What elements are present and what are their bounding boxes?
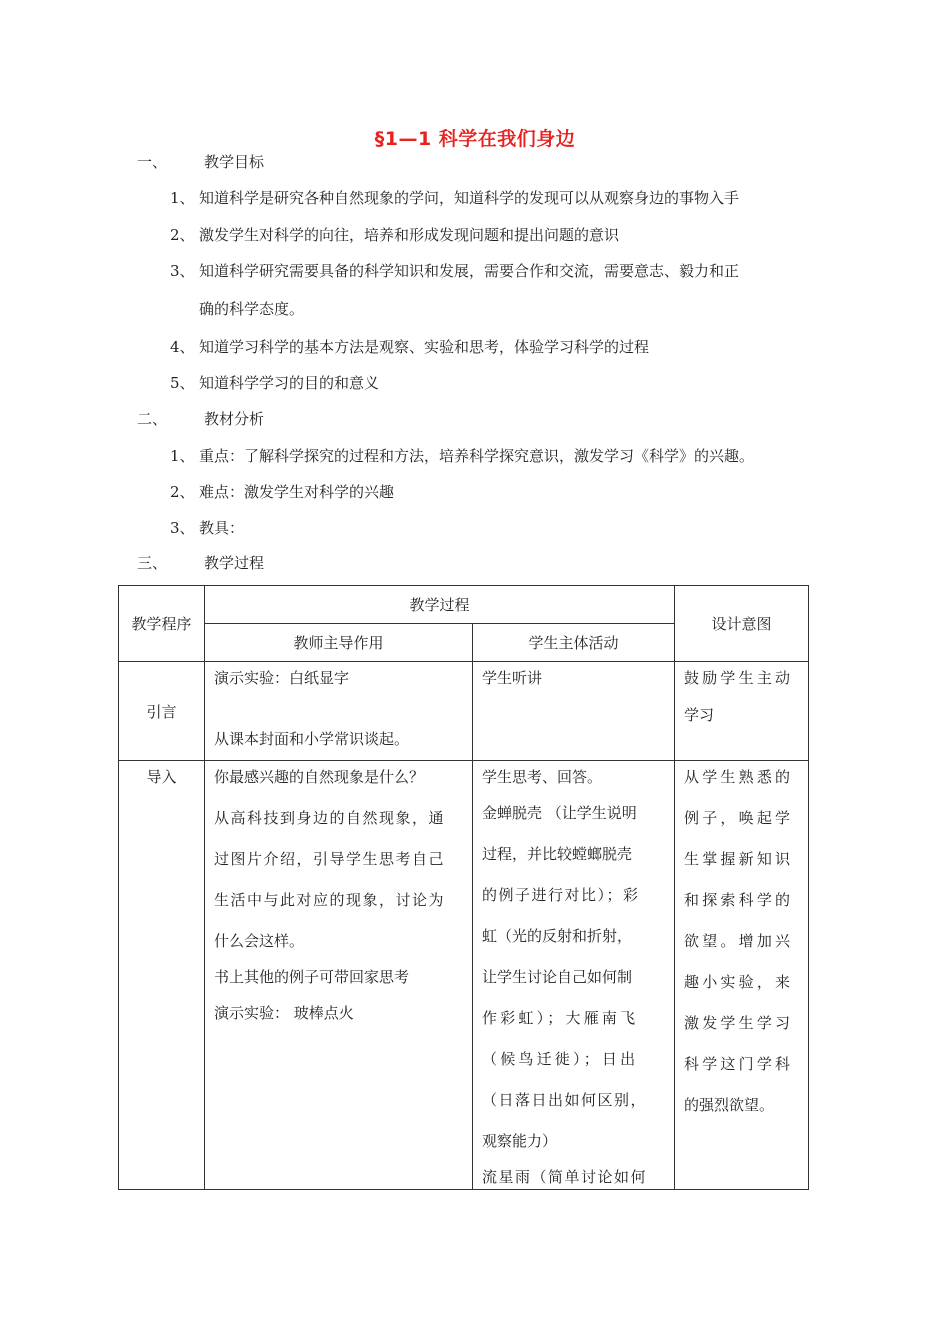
intro-intent-cell	[675, 662, 809, 761]
lead-in-intent-line: 例子，唤起学	[684, 809, 794, 827]
objective-2-number: 2、	[170, 226, 195, 244]
lead-in-intent-line: 科学这门学科	[684, 1055, 794, 1073]
header-student: 学生主体活动	[473, 624, 675, 662]
intro-teacher-line: 从课本封面和小学常识谈起。	[214, 730, 410, 748]
objective-1-number: 1、	[170, 189, 195, 207]
lead-in-student-line: （日落日出如何区别，	[482, 1091, 648, 1109]
analysis-2-text: 难点：激发学生对科学的兴趣	[199, 483, 395, 501]
section-3-heading: 教学过程	[204, 554, 265, 572]
lead-in-teacher-line: 书上其他的例子可带回家思考	[214, 968, 410, 986]
teaching-process-table	[118, 585, 809, 1190]
intro-student-line: 学生听讲	[482, 669, 543, 687]
objective-5-text: 知道科学学习的目的和意义	[199, 374, 380, 392]
header-teacher: 教师主导作用	[205, 624, 473, 662]
lead-in-student-line: 过程，并比较螳螂脱壳	[482, 845, 633, 863]
lead-in-teacher-line: 过图片介绍，引导学生思考自己	[214, 850, 446, 868]
stage-lead-in-cell	[119, 761, 205, 1190]
lead-in-student-line: 学生思考、回答。	[482, 768, 603, 786]
lead-in-student-line: 流星雨（简单讨论如何	[482, 1168, 648, 1186]
objective-4-number: 4、	[170, 338, 195, 356]
lead-in-student-cell	[473, 761, 675, 1190]
analysis-2-number: 2、	[170, 483, 195, 501]
objective-4-text: 知道学习科学的基本方法是观察、实验和思考，体验学习科学的过程	[199, 338, 650, 356]
intro-teacher-cell	[205, 662, 473, 761]
analysis-3-text: 教具：	[199, 519, 245, 537]
objective-1-text: 知道科学是研究各种自然现象的学问，知道科学的发现可以从观察身边的事物入手	[199, 189, 740, 207]
lead-in-teacher-line: 演示实验： 玻棒点火	[214, 1004, 354, 1022]
section-3-number: 三、	[137, 554, 168, 572]
lead-in-teacher-cell	[205, 761, 473, 1190]
lead-in-intent-line: 激发学生学习	[684, 1014, 794, 1032]
lead-in-student-line: （候鸟迁徙）；日出	[482, 1050, 639, 1068]
objective-3-text: 知道科学研究需要具备的科学知识和发展，需要合作和交流，需要意志、毅力和正	[199, 262, 740, 280]
section-1-number: 一、	[137, 153, 168, 171]
stage-lead-in: 导入	[146, 768, 177, 786]
lead-in-teacher-line: 从高科技到身边的自然现象，通	[214, 809, 446, 827]
lead-in-intent-line: 欲望。增加兴	[684, 932, 794, 950]
section-2-number: 二、	[137, 410, 168, 428]
intro-teacher-line: 演示实验：白纸显字	[214, 669, 350, 687]
analysis-1-text: 重点：了解科学探究的过程和方法，培养科学探究意识，激发学习《科学》的兴趣。	[199, 447, 755, 465]
lead-in-intent-cell	[675, 761, 809, 1190]
section-2-heading: 教材分析	[204, 410, 265, 428]
intro-intent-line: 学习	[684, 706, 715, 724]
table-row	[119, 761, 809, 1190]
intro-student-cell	[473, 662, 675, 761]
lead-in-student-line: 金蝉脱壳 （让学生说明	[482, 804, 637, 822]
lead-in-intent-line: 和探索科学的	[684, 891, 794, 909]
lead-in-teacher-line: 什么会这样。	[214, 932, 305, 950]
objective-3-text-cont: 确的科学态度。	[199, 300, 305, 318]
lead-in-intent-line: 的强烈欲望。	[684, 1096, 775, 1114]
analysis-1-number: 1、	[170, 447, 195, 465]
page-title: §1—1 科学在我们身边	[374, 128, 576, 150]
lead-in-teacher-line: 生活中与此对应的现象，讨论为	[214, 891, 446, 909]
analysis-3-number: 3、	[170, 519, 195, 537]
lead-in-intent-line: 趣小实验，来	[684, 973, 794, 991]
lead-in-intent-line: 生掌握新知识	[684, 850, 794, 868]
header-process: 教学过程	[205, 586, 675, 624]
section-1-heading: 教学目标	[204, 153, 265, 171]
lead-in-student-line: 观察能力）	[482, 1132, 558, 1150]
lead-in-student-line: 的例子进行对比）；彩	[482, 886, 640, 904]
intro-intent-line: 鼓励学生主动	[684, 669, 794, 687]
header-procedure: 教学程序	[119, 586, 205, 662]
lead-in-student-line: 虹（光的反射和折射，	[482, 927, 633, 945]
stage-intro: 引言	[119, 662, 205, 761]
header-intent: 设计意图	[675, 586, 809, 662]
lead-in-student-line: 作彩虹）；大雁南飞	[482, 1009, 639, 1027]
objective-2-text: 激发学生对科学的向往，培养和形成发现问题和提出问题的意识	[199, 226, 620, 244]
table-row	[119, 662, 809, 761]
lead-in-student-line: 让学生讨论自己如何制	[482, 968, 633, 986]
objective-3-number: 3、	[170, 262, 195, 280]
lead-in-intent-line: 从学生熟悉的	[684, 768, 794, 786]
objective-5-number: 5、	[170, 374, 195, 392]
lead-in-teacher-line: 你最感兴趣的自然现象是什么？	[214, 768, 425, 786]
